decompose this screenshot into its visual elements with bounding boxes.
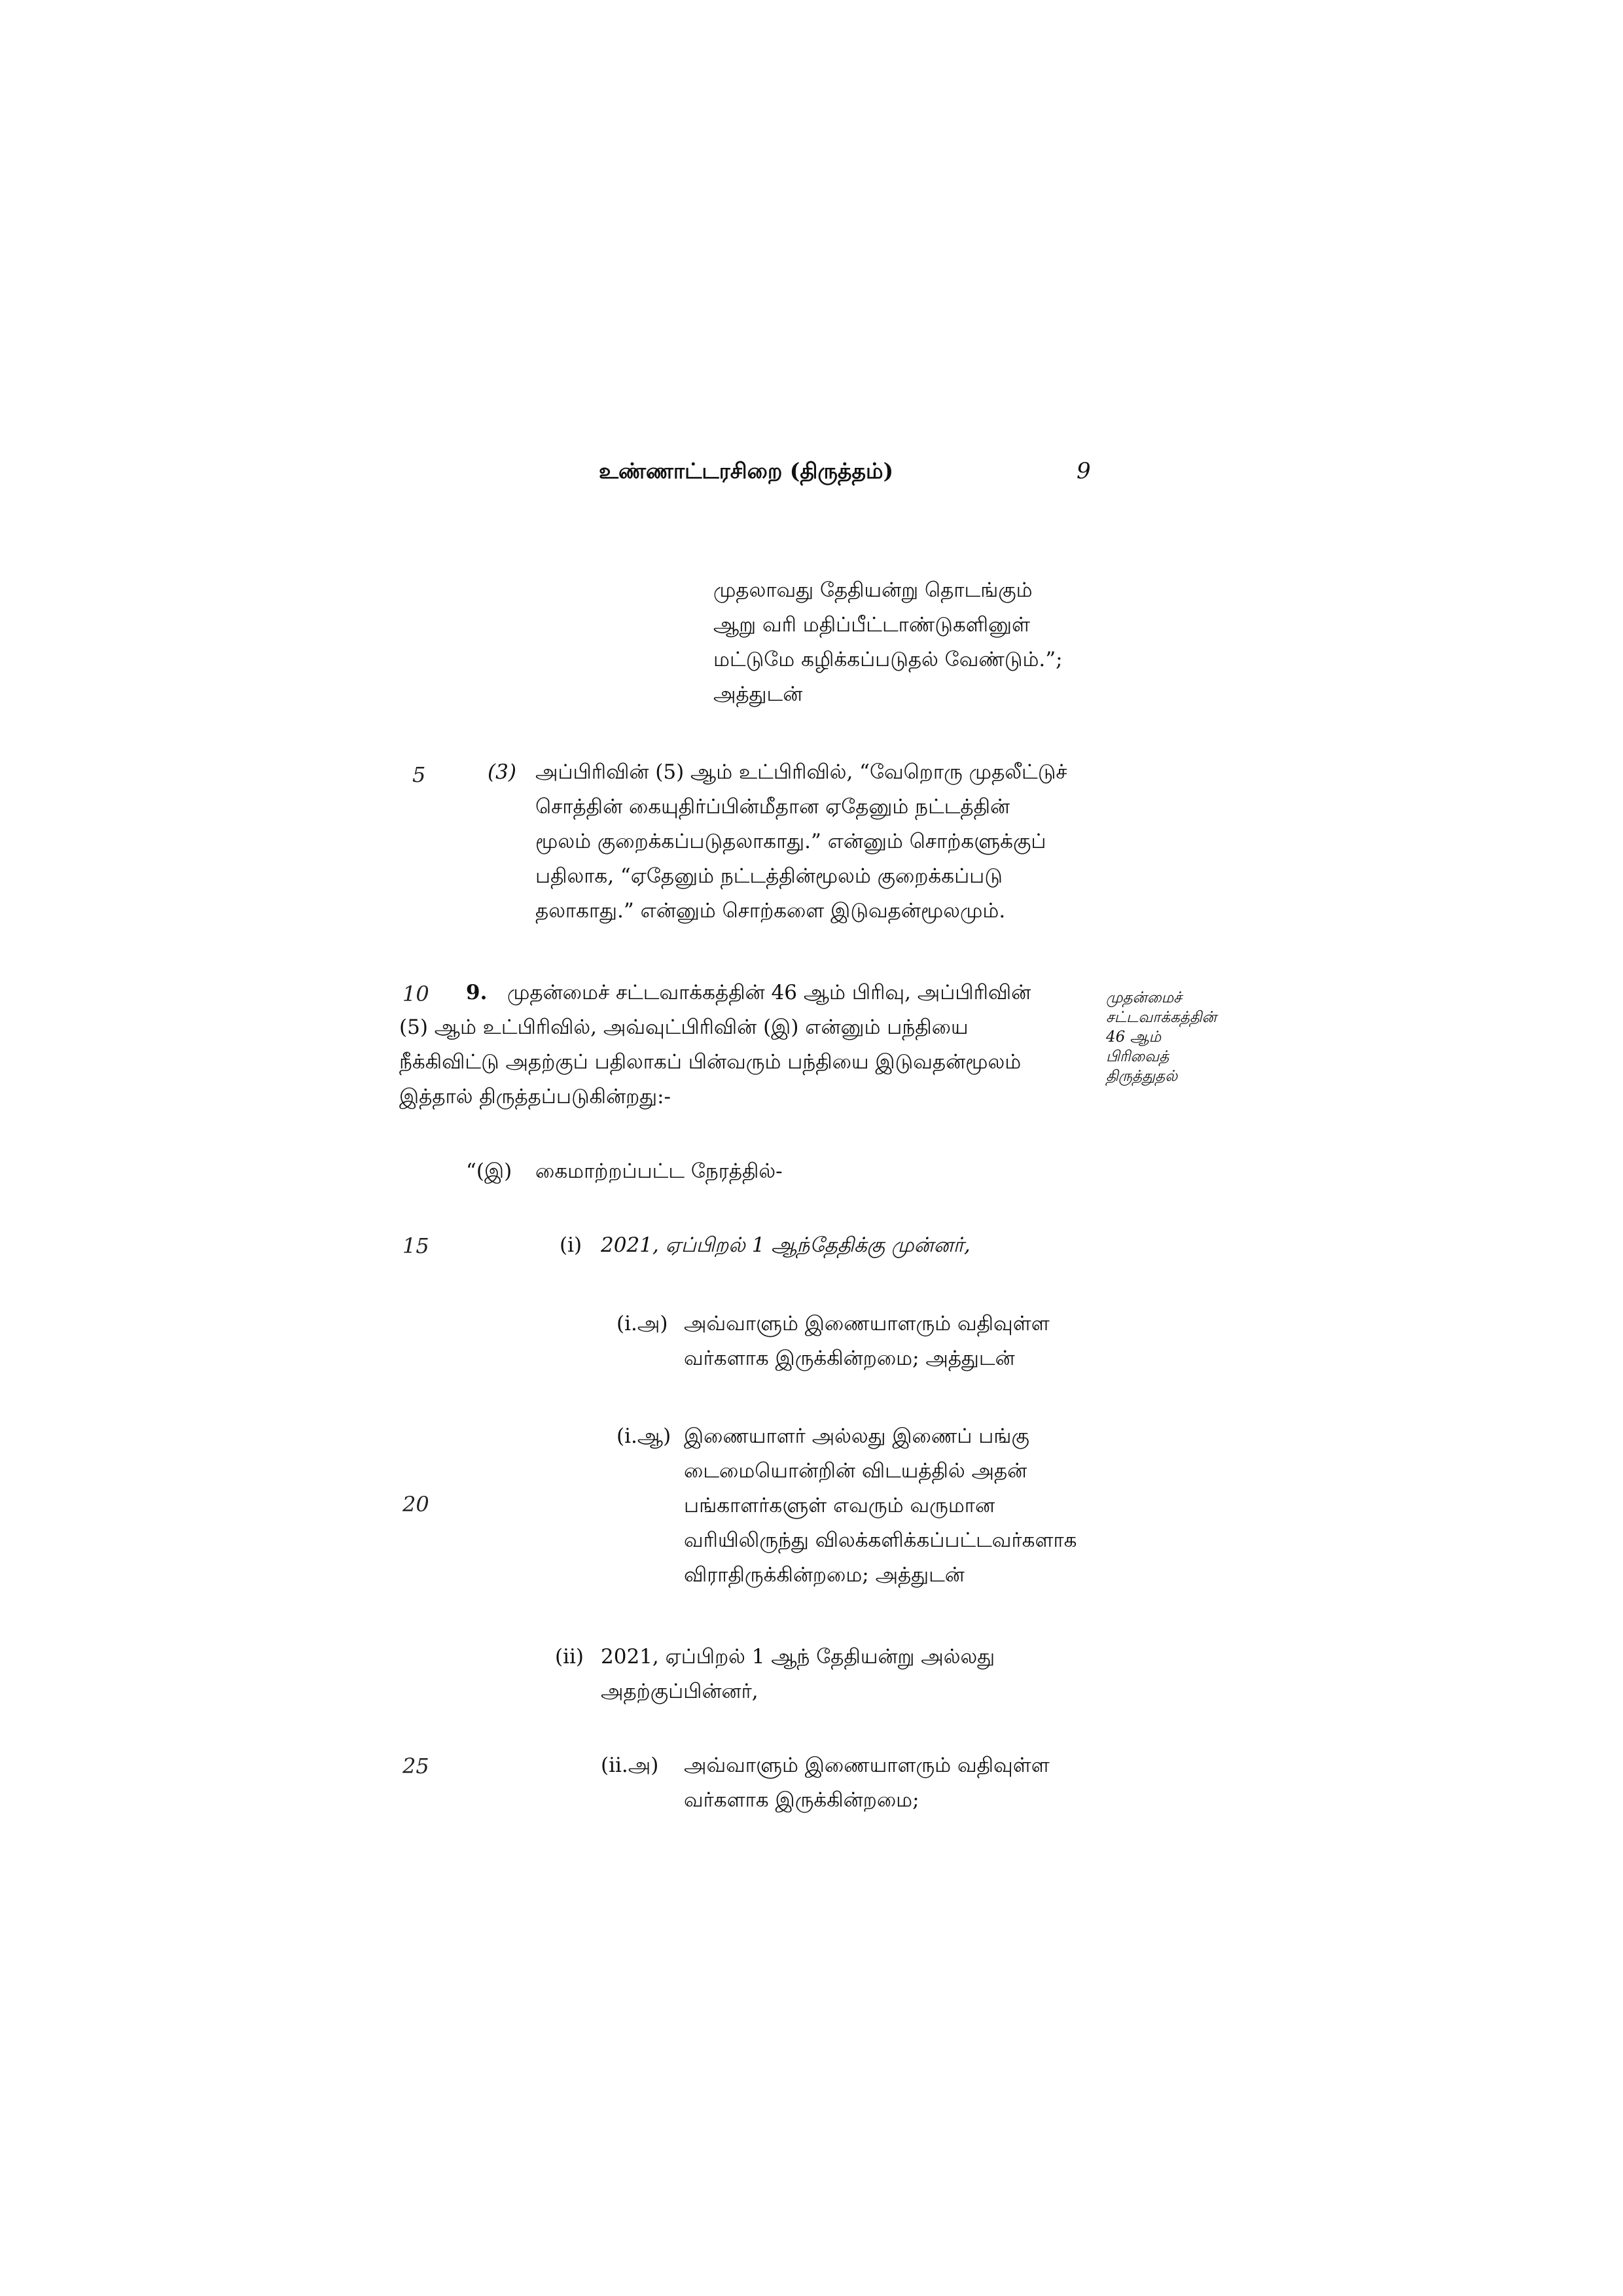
subclause-line: அவ்வாளும் இணையாளரும் வதிவுள்ள [684, 1312, 1050, 1335]
clause-label: “(இ) [466, 1159, 512, 1183]
subclause-line: டைமையொன்றின் விடயத்தில் அதன் [684, 1459, 1027, 1483]
line-number: 5 [412, 762, 426, 787]
line-number: 15 [402, 1233, 429, 1258]
section-line: நீக்கிவிட்டு அதற்குப் பதிலாகப் பின்வரும் பந்தியை இடுவதன்மூலம் [399, 1050, 1022, 1074]
margin-note-line: திருத்துதல் [1106, 1068, 1178, 1085]
continuation-line: ஆறு வரி மதிப்பீட்டாண்டுகளினுள் [713, 613, 1030, 637]
subclause-label: (ii) [555, 1645, 584, 1669]
page-number: 9 [1077, 458, 1091, 484]
continuation-line: முதலாவது தேதியன்று தொடங்கும் [713, 578, 1033, 602]
clause-text: கைமாற்றப்பட்ட நேரத்தில்- [535, 1159, 783, 1183]
subclause-label: (i.ஆ) [616, 1424, 671, 1448]
margin-note-line: சட்டவாக்கத்தின் [1106, 1009, 1217, 1026]
subclause-label: (ii.அ) [601, 1754, 659, 1777]
section-line: (5) ஆம் உட்பிரிவில், அவ்வுட்பிரிவின் (இ) என்னும் பந்தியை [399, 1016, 969, 1039]
subclause-line: இணையாளர் அல்லது இணைப் பங்கு [684, 1424, 1029, 1448]
margin-note-line: பிரிவைத் [1106, 1048, 1169, 1065]
line-number: 10 [402, 981, 429, 1006]
subclause-line: பங்காளர்களுள் எவரும் வருமான [684, 1494, 995, 1517]
subclause-line: வர்களாக இருக்கின்றமை; [684, 1788, 919, 1812]
line-number: 20 [402, 1492, 429, 1517]
para-number: (3) [488, 760, 516, 784]
subclause-line: வரியிலிருந்து விலக்களிக்கப்பட்டவர்களாக [684, 1528, 1077, 1552]
page-title: உண்ணாட்டரசிறை (திருத்தம்) [599, 458, 894, 484]
section-line: முதன்மைச் சட்டவாக்கத்தின் 46 ஆம் பிரிவு, அப்பிரிவின் [507, 981, 1031, 1004]
continuation-line: அத்துடன் [713, 682, 803, 706]
para-line: சொத்தின் கையுதிர்ப்பின்மீதான ஏதேனும் நட்டத்தின் [535, 795, 1010, 819]
subclause-line: அதற்குப்பின்னர், [601, 1680, 758, 1703]
margin-note [1106, 988, 1217, 1086]
subclause-line: வர்களாக இருக்கின்றமை; அத்துடன் [684, 1347, 1015, 1370]
para-line: அப்பிரிவின் (5) ஆம் உட்பிரிவில், “வேறொரு முதலீட்டுச் [535, 760, 1067, 784]
subclause-text: 2021, ஏப்பிறல் 1 ஆந்தேதிக்கு முன்னர், [601, 1233, 971, 1257]
section-line: இத்தால் திருத்தப்படுகின்றது:- [399, 1085, 671, 1108]
subclause-label: (i) [560, 1233, 582, 1257]
para-line: மூலம் குறைக்கப்படுதலாகாது.” என்னும் சொற்களுக்குப் [535, 830, 1046, 853]
section-number: 9. [466, 981, 488, 1004]
continuation-line: மட்டுமே கழிக்கப்படுதல் வேண்டும்.”; [713, 648, 1063, 671]
subclause-line: அவ்வாளும் இணையாளரும் வதிவுள்ள [684, 1754, 1050, 1777]
margin-note-line: 46 ஆம் [1106, 1029, 1162, 1046]
para-line: தலாகாது.” என்னும் சொற்களை இடுவதன்மூலமும். [535, 899, 1006, 923]
margin-note-line: முதன்மைச் [1106, 989, 1182, 1006]
subclause-line: விராதிருக்கின்றமை; அத்துடன் [684, 1563, 965, 1587]
subclause-line: 2021, ஏப்பிறல் 1 ஆந் தேதியன்று அல்லது [601, 1645, 995, 1669]
para-line: பதிலாக, “ஏதேனும் நட்டத்தின்மூலம் குறைக்கப்படு [535, 864, 1003, 888]
line-number: 25 [402, 1754, 429, 1778]
subclause-label: (i.அ) [616, 1312, 668, 1335]
